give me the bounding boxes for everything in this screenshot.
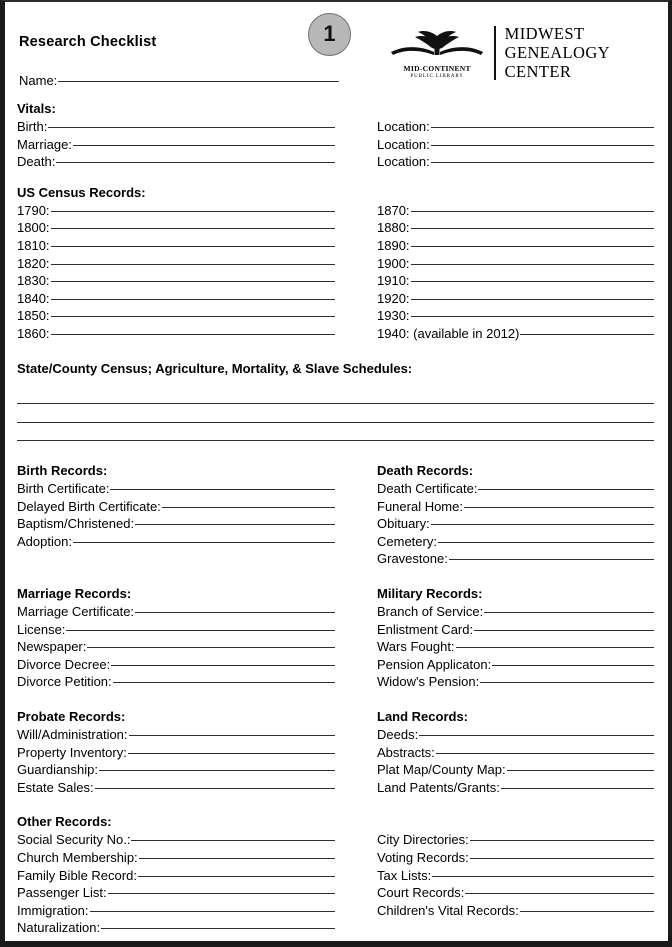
field-rule[interactable]	[162, 507, 335, 508]
other-records-heading: Other Records:	[17, 814, 112, 830]
field-row[interactable]	[377, 884, 654, 902]
birth-records-heading: Birth Records:	[17, 463, 108, 479]
other-records-right-column	[377, 831, 654, 937]
wordmark-line2: GENEALOGY	[504, 43, 610, 62]
field-row[interactable]	[377, 656, 654, 674]
field-label: Branch of Service:	[377, 604, 484, 619]
field-label: Naturalization:	[17, 920, 101, 936]
field-row[interactable]	[377, 219, 654, 237]
field-rule[interactable]	[66, 630, 335, 631]
field-row[interactable]	[377, 237, 654, 255]
field-rule[interactable]	[110, 489, 335, 490]
column-gap	[335, 118, 377, 171]
field-label: Divorce Decree:	[17, 656, 111, 672]
spacer	[17, 378, 654, 386]
field-row[interactable]	[17, 118, 335, 136]
field-row[interactable]	[17, 656, 335, 674]
field-rule[interactable]	[431, 162, 654, 163]
logo-mark-line1: MID-CONTINENT	[403, 63, 471, 73]
field-rule[interactable]	[51, 299, 335, 300]
field-rule[interactable]	[51, 228, 335, 229]
wordmark-line1: MIDWEST	[504, 24, 585, 43]
field-label: Church Membership:	[17, 849, 138, 865]
field-row[interactable]	[377, 902, 654, 920]
page-title: Research Checklist	[19, 34, 157, 50]
field-row[interactable]	[377, 673, 654, 691]
field-rule[interactable]	[411, 228, 654, 229]
other-records-columns	[17, 831, 654, 937]
us-census-columns	[17, 202, 654, 343]
field-label: Obituary:	[377, 516, 430, 532]
field-label: Children's Vital Records:	[377, 902, 519, 918]
field-row[interactable]	[377, 202, 654, 220]
vitals-left-column	[17, 118, 335, 171]
form-header	[17, 12, 654, 98]
field-rule[interactable]	[484, 612, 654, 613]
field-row[interactable]	[17, 603, 335, 621]
field-row[interactable]	[377, 726, 654, 744]
field-rule[interactable]	[113, 682, 335, 683]
spacer	[17, 171, 654, 183]
field-row[interactable]	[17, 498, 335, 516]
field-row[interactable]	[17, 515, 335, 533]
field-label: Guardianship:	[17, 762, 98, 778]
field-label: 1910:	[377, 273, 410, 289]
field-row[interactable]	[17, 202, 335, 220]
field-row[interactable]	[17, 744, 335, 762]
field-rule[interactable]	[139, 858, 335, 859]
state-census-blank-line[interactable]	[17, 404, 654, 423]
field-row[interactable]	[377, 744, 654, 762]
field-rule[interactable]	[474, 630, 654, 631]
vitals-heading: Vitals:	[17, 101, 56, 116]
section-probate-records	[17, 707, 335, 796]
field-rule[interactable]	[501, 788, 654, 789]
field-row[interactable]	[17, 136, 335, 154]
field-rule[interactable]	[449, 559, 654, 560]
field-row[interactable]	[377, 621, 654, 639]
field-row[interactable]	[377, 849, 654, 867]
field-label: 1900:	[377, 255, 410, 271]
field-label: Birth Certificate:	[17, 481, 110, 497]
field-rule[interactable]	[411, 316, 654, 317]
field-row[interactable]	[377, 603, 654, 621]
page-number-badge: 1	[308, 13, 351, 56]
field-row[interactable]	[377, 136, 654, 154]
field-label: Death Certificate:	[377, 481, 478, 497]
mid-continent-public-library-mark	[389, 27, 485, 79]
field-label: Adoption:	[17, 533, 72, 549]
field-rule[interactable]	[95, 788, 335, 789]
field-rule[interactable]	[51, 246, 335, 247]
field-label: Passenger List:	[17, 885, 107, 901]
field-row[interactable]	[377, 272, 654, 290]
field-label: License:	[17, 621, 66, 637]
field-rule[interactable]	[470, 858, 654, 859]
section-land-records	[377, 707, 654, 796]
field-label: 1810:	[17, 237, 50, 253]
field-label: 1850:	[17, 308, 50, 324]
field-label: Abstracts:	[377, 744, 435, 760]
field-label: Cemetery:	[377, 533, 437, 549]
field-rule[interactable]	[431, 127, 654, 128]
field-rule[interactable]	[411, 299, 654, 300]
field-rule[interactable]	[411, 264, 654, 265]
field-rule[interactable]	[456, 647, 654, 648]
field-row[interactable]	[17, 290, 335, 308]
spacer	[17, 691, 654, 707]
military-records-heading: Military Records:	[377, 586, 483, 601]
field-row[interactable]	[17, 919, 335, 937]
section-other-records	[17, 812, 654, 937]
form-sheet	[5, 2, 668, 941]
field-row[interactable]	[377, 550, 654, 568]
field-label: Divorce Petition:	[17, 674, 112, 690]
field-label: Widow's Pension:	[377, 674, 480, 690]
field-label: Birth:	[17, 119, 48, 134]
field-label: Plat Map/County Map:	[377, 762, 506, 778]
field-row[interactable]	[377, 498, 654, 516]
field-rule[interactable]	[520, 334, 654, 335]
field-rule[interactable]	[135, 524, 335, 525]
field-row[interactable]	[17, 255, 335, 273]
field-row[interactable]	[17, 153, 335, 171]
field-row[interactable]	[17, 638, 335, 656]
field-rule[interactable]	[48, 127, 335, 128]
wordmark-line3: CENTER	[504, 62, 572, 81]
field-label: Newspaper:	[17, 639, 87, 655]
field-label: Death:	[17, 154, 56, 170]
field-label: Location:	[377, 154, 430, 170]
field-rule[interactable]	[99, 770, 335, 771]
field-rule[interactable]	[73, 145, 335, 146]
field-label: Voting Records:	[377, 849, 469, 865]
column-gap	[335, 707, 377, 796]
field-row[interactable]	[17, 237, 335, 255]
field-row[interactable]	[17, 673, 335, 691]
field-label: City Directories:	[377, 832, 469, 848]
field-label: 1880:	[377, 220, 410, 236]
field-label: Gravestone:	[377, 551, 448, 567]
field-rule[interactable]	[51, 281, 335, 282]
field-row[interactable]	[377, 307, 654, 325]
field-label: Will/Administration:	[17, 726, 128, 742]
field-label: Delayed Birth Certificate:	[17, 498, 161, 514]
field-row[interactable]	[17, 831, 335, 849]
field-rule[interactable]	[478, 489, 654, 490]
field-row[interactable]	[17, 480, 335, 498]
field-rule[interactable]	[87, 647, 335, 648]
name-label: Name:	[19, 73, 58, 88]
field-row[interactable]	[377, 290, 654, 308]
field-rule[interactable]	[51, 264, 335, 265]
field-row[interactable]	[17, 219, 335, 237]
column-gap	[335, 584, 377, 691]
us-census-heading: US Census Records:	[17, 184, 146, 200]
field-label: 1870:	[377, 202, 410, 218]
section-death-records	[377, 461, 654, 568]
field-label: Property Inventory:	[17, 744, 127, 760]
field-label: 1790:	[17, 202, 50, 218]
field-label: 1930:	[377, 308, 410, 324]
field-row[interactable]	[17, 325, 335, 343]
field-rule[interactable]	[431, 524, 654, 525]
field-label: Land Patents/Grants:	[377, 779, 500, 795]
field-rule[interactable]	[135, 612, 335, 613]
field-label: 1800:	[17, 220, 50, 236]
field-rule[interactable]	[438, 542, 654, 543]
field-rule[interactable]	[128, 753, 335, 754]
field-row[interactable]	[377, 638, 654, 656]
field-row[interactable]	[17, 307, 335, 325]
field-rule[interactable]	[520, 911, 654, 912]
field-row[interactable]	[377, 325, 654, 343]
vitals-right-column	[377, 118, 654, 171]
field-label: Marriage Certificate:	[17, 604, 135, 619]
section-state-county-census	[17, 359, 654, 442]
spacer	[17, 568, 654, 584]
spacer	[17, 796, 654, 812]
marriage-records-heading: Marriage Records:	[17, 586, 132, 601]
field-rule[interactable]	[101, 928, 335, 929]
field-label: 1830:	[17, 273, 50, 289]
field-label: 1840:	[17, 290, 50, 306]
other-records-left-column	[17, 831, 335, 937]
section-birth-records	[17, 461, 335, 568]
vitals-columns	[17, 118, 654, 171]
section-probate-land	[17, 707, 654, 796]
logo-mark-line2: PUBLIC LIBRARY	[410, 73, 464, 79]
field-rule[interactable]	[470, 840, 654, 841]
spacer	[17, 441, 654, 461]
field-rule[interactable]	[492, 665, 654, 666]
column-gap	[335, 202, 377, 343]
field-rule[interactable]	[507, 770, 654, 771]
field-rule[interactable]	[411, 281, 654, 282]
field-label: Family Bible Record:	[17, 867, 137, 883]
field-row[interactable]	[377, 867, 654, 885]
section-vitals	[17, 99, 654, 171]
field-rule[interactable]	[419, 735, 654, 736]
field-label: Funeral Home:	[377, 498, 463, 514]
field-label: Pension Applicaton:	[377, 656, 492, 672]
field-rule[interactable]	[51, 211, 335, 212]
field-label: Location:	[377, 119, 430, 134]
section-birth-death	[17, 461, 654, 568]
field-row[interactable]	[17, 272, 335, 290]
field-row[interactable]	[377, 153, 654, 171]
field-rule[interactable]	[431, 145, 654, 146]
field-row[interactable]	[17, 884, 335, 902]
field-label: Immigration:	[17, 902, 89, 918]
us-census-right-column	[377, 202, 654, 343]
field-label: Deeds:	[377, 726, 419, 742]
field-label: Tax Lists:	[377, 867, 432, 883]
field-row[interactable]	[377, 480, 654, 498]
field-label: 1890:	[377, 237, 410, 253]
field-label: Baptism/Christened:	[17, 516, 135, 532]
field-label: Wars Fought:	[377, 639, 455, 655]
field-row[interactable]	[17, 621, 335, 639]
field-row[interactable]	[17, 726, 335, 744]
field-row[interactable]	[377, 255, 654, 273]
field-label: Social Security No.:	[17, 832, 131, 848]
field-row[interactable]	[17, 849, 335, 867]
field-label: Estate Sales:	[17, 779, 94, 795]
section-us-census	[17, 183, 654, 343]
field-label: Location:	[377, 136, 430, 152]
field-row[interactable]	[17, 779, 335, 797]
name-field-row[interactable]	[19, 72, 339, 90]
us-census-left-column	[17, 202, 335, 343]
probate-records-heading: Probate Records:	[17, 708, 126, 724]
field-row[interactable]	[377, 118, 654, 136]
field-label: Court Records:	[377, 885, 465, 901]
field-rule[interactable]	[432, 876, 654, 877]
field-row[interactable]	[17, 533, 335, 551]
name-input-rule[interactable]	[58, 81, 339, 82]
field-row[interactable]	[377, 533, 654, 551]
organization-logo	[389, 24, 610, 81]
field-row[interactable]	[377, 779, 654, 797]
section-marriage-military	[17, 584, 654, 691]
field-rule[interactable]	[51, 334, 335, 335]
field-row[interactable]	[17, 867, 335, 885]
field-row[interactable]	[377, 831, 654, 849]
land-records-heading: Land Records:	[377, 708, 469, 724]
field-label: 1940: (available in 2012)	[377, 325, 520, 341]
field-label: Marriage:	[17, 136, 72, 152]
field-rule[interactable]	[73, 542, 335, 543]
field-row[interactable]	[17, 902, 335, 920]
state-county-census-heading: State/County Census; Agriculture, Mortality, & Slave Schedules:	[17, 360, 413, 376]
field-label: 1860:	[17, 325, 50, 341]
spacer	[17, 343, 654, 359]
field-rule[interactable]	[138, 876, 335, 877]
field-rule[interactable]	[480, 682, 654, 683]
midwest-genealogy-center-wordmark	[505, 24, 610, 81]
field-rule[interactable]	[465, 893, 654, 894]
section-military-records	[377, 584, 654, 691]
field-row[interactable]	[17, 761, 335, 779]
field-rule[interactable]	[56, 162, 335, 163]
field-rule[interactable]	[129, 735, 335, 736]
field-rule[interactable]	[464, 507, 654, 508]
field-label: 1920:	[377, 290, 410, 306]
field-rule[interactable]	[108, 893, 335, 894]
field-rule[interactable]	[51, 316, 335, 317]
field-rule[interactable]	[411, 246, 654, 247]
field-rule[interactable]	[90, 911, 335, 912]
column-gap	[335, 461, 377, 568]
field-rule[interactable]	[131, 840, 335, 841]
field-label: Enlistment Card:	[377, 621, 474, 637]
state-census-blank-line[interactable]	[17, 386, 654, 405]
section-marriage-records	[17, 584, 335, 691]
open-book-icon	[389, 27, 485, 63]
column-gap	[335, 831, 377, 937]
logo-divider	[494, 26, 496, 80]
field-row[interactable]	[377, 515, 654, 533]
death-records-heading: Death Records:	[377, 463, 474, 479]
field-rule[interactable]	[411, 211, 654, 212]
field-rule[interactable]	[111, 665, 335, 666]
field-row[interactable]	[377, 761, 654, 779]
state-census-blank-line[interactable]	[17, 423, 654, 442]
field-rule[interactable]	[436, 753, 654, 754]
field-label: 1820:	[17, 255, 50, 271]
